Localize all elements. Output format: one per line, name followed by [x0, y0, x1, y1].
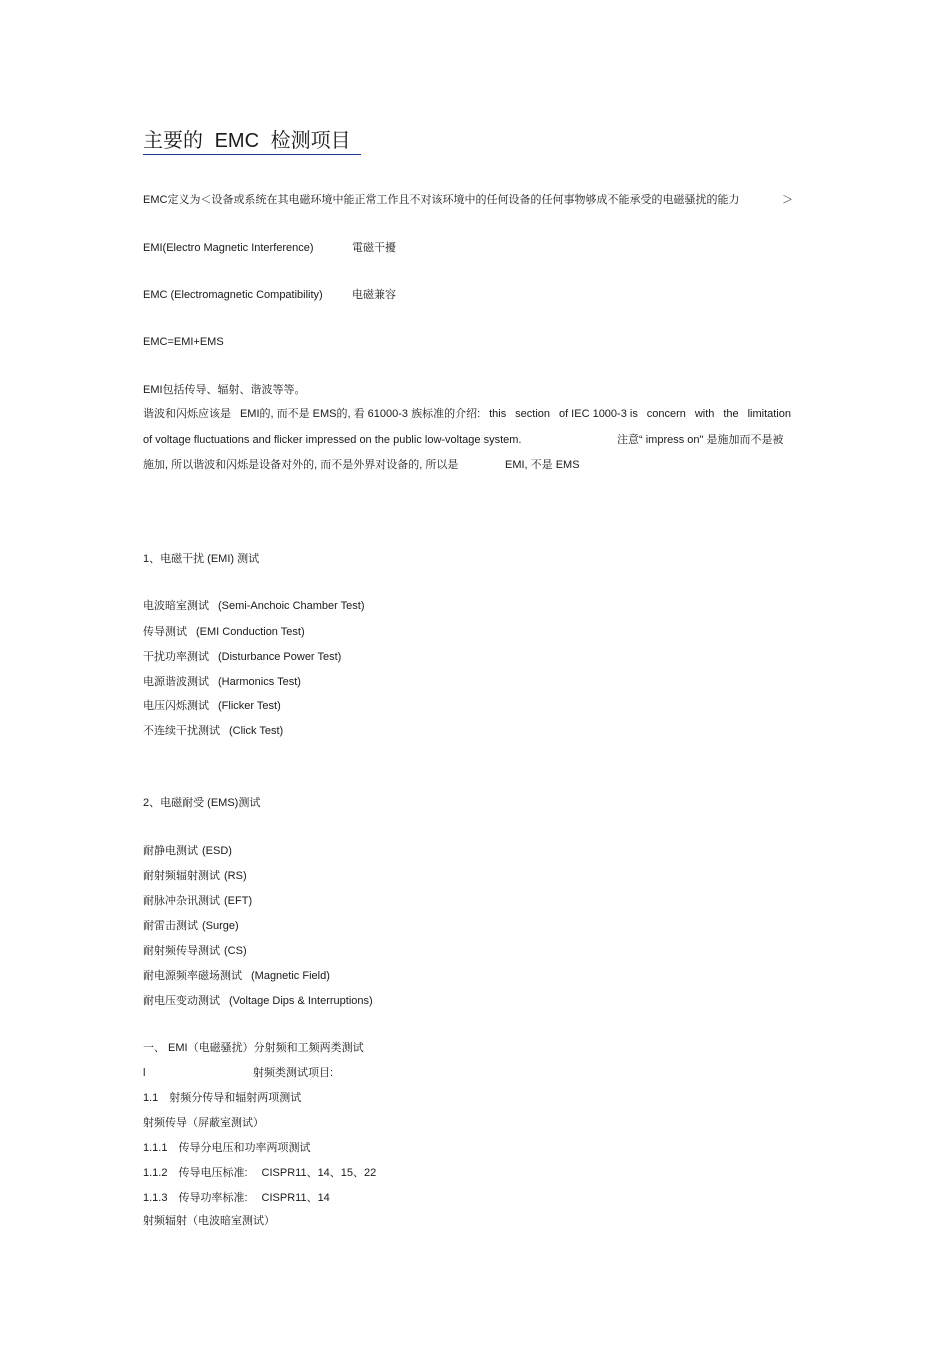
- s2-item-cn: 耐射频传导测试: [143, 945, 220, 957]
- item-text: 传导功率标准:: [178, 1192, 248, 1204]
- item-text: 传导电压标准:: [178, 1167, 248, 1179]
- s1-item-cn: 不连续干扰测试: [143, 725, 220, 737]
- para-line-3b: EMI, 不是 EMS: [505, 459, 580, 471]
- s1-item-en: (Click Test): [229, 725, 284, 737]
- s2-item-en: (Magnetic Field): [251, 970, 330, 982]
- s1-item-cn: 干扰功率测试: [143, 651, 209, 663]
- item-1-1-3: [143, 1191, 330, 1205]
- s2-item: [143, 894, 252, 908]
- s1-item-en: (EMI Conduction Test): [196, 626, 305, 638]
- para-1h: the: [723, 408, 739, 420]
- emc-def-en: EMC (Electromagnetic Compatibility): [143, 289, 323, 301]
- bullet-marker: l: [143, 1067, 146, 1079]
- s1-item: [143, 699, 281, 713]
- s2-item-cn: 耐脉冲杂讯测试: [143, 895, 220, 907]
- s1-item-cn: 传导测试: [143, 626, 187, 638]
- item-number: 1.1.1: [143, 1142, 168, 1154]
- para-1a: 谐波和闪烁应该是: [143, 408, 231, 420]
- para-1e: of IEC 1000-3 is: [558, 408, 638, 420]
- emc-def-cn: 电磁兼容: [352, 289, 396, 301]
- para-1c: this: [489, 408, 507, 420]
- para-1d: section: [515, 408, 551, 420]
- title-part-1: 主要的: [143, 130, 203, 152]
- emi-includes: EMI包括传导、辐射、谐波等等。: [143, 384, 306, 396]
- equation: EMC=EMI+EMS: [143, 336, 224, 348]
- s2-item: [143, 919, 239, 933]
- intro-end: ＞: [782, 194, 793, 206]
- rf-radiation: 射频辐射（电波暗室测试）: [143, 1215, 275, 1227]
- s2-item-en: (EFT): [224, 895, 253, 907]
- s1-item: [143, 650, 341, 664]
- page-title: [143, 128, 361, 155]
- para-1b: EMI的, 而不是 EMS的, 看 61000-3 族标准的介绍:: [239, 408, 481, 420]
- item-text: 射频分传导和辐射两项测试: [169, 1092, 302, 1104]
- item-number: 1.1.2: [143, 1167, 168, 1179]
- s1-item-cn: 电源谐波测试: [143, 676, 209, 688]
- para-1g: with: [694, 408, 715, 420]
- intro-text: EMC定义为＜设备或系统在其电磁环境中能正常工作且不对该环境中的任何设备的任何事物够成不能承受的电磁骚扰的能力: [143, 194, 740, 206]
- emi-def-cn: 電磁干擾: [352, 242, 396, 254]
- section3-heading: 一、 EMI（电磁骚扰）分射频和工频两类测试: [143, 1042, 364, 1054]
- s2-item: [143, 994, 373, 1008]
- rf-conduction: 射频传导（屏蔽室测试）: [143, 1117, 264, 1129]
- item-1-1-1: [143, 1141, 310, 1155]
- s1-item-cn: 电波暗室测试: [143, 600, 209, 612]
- item-text: 传导分电压和功率两项测试: [178, 1142, 311, 1154]
- s2-item-en: (RS): [224, 870, 247, 882]
- s2-item-en: (ESD): [202, 845, 232, 857]
- para-line-3a: 施加, 所以谐波和闪烁是设备对外的, 而不是外界对设备的, 所以是: [143, 459, 459, 471]
- s2-item-cn: 耐射频辐射测试: [143, 870, 220, 882]
- s1-item-en: (Harmonics Test): [218, 676, 301, 688]
- section2-heading: 2、电磁耐受 (EMS)测试: [143, 797, 261, 809]
- title-part-2: EMC: [214, 130, 260, 152]
- rf-items-label: 射频类测试项目:: [253, 1067, 334, 1079]
- para-line-2a: of voltage fluctuations and flicker impressed on the public low-voltage system.: [143, 434, 522, 446]
- s1-item-en: (Semi-Anchoic Chamber Test): [218, 600, 365, 612]
- s2-item-en: (Voltage Dips & Interruptions): [229, 995, 373, 1007]
- s1-item: [143, 599, 365, 613]
- s1-item: [143, 724, 283, 738]
- s2-item-cn: 耐雷击测试: [143, 920, 198, 932]
- s2-item-cn: 耐电源频率磁场测试: [143, 970, 242, 982]
- s2-item: [143, 869, 247, 883]
- s1-item: [143, 625, 305, 639]
- item-number: 1.1: [143, 1092, 159, 1104]
- s2-item-cn: 耐电压变动测试: [143, 995, 220, 1007]
- title-part-3: 检测项目: [270, 130, 351, 152]
- s1-item-en: (Disturbance Power Test): [218, 651, 342, 663]
- s1-item-en: (Flicker Test): [218, 700, 281, 712]
- emi-def-en: EMI(Electro Magnetic Interference): [143, 242, 314, 254]
- item-1-1: [143, 1091, 301, 1105]
- s2-item: [143, 969, 330, 983]
- s2-item-cn: 耐静电测试: [143, 845, 198, 857]
- s2-item-en: (CS): [224, 945, 247, 957]
- para-line-2b: 注意“ impress on" 是施加而不是被: [617, 434, 784, 446]
- para-1f: concern: [646, 408, 686, 420]
- item-standard: CISPR11、14、15、22: [261, 1167, 377, 1179]
- s2-item-en: (Surge): [202, 920, 239, 932]
- item-standard: CISPR11、14: [261, 1192, 330, 1204]
- section1-heading: 1、电磁干扰 (EMI) 测试: [143, 553, 260, 565]
- item-number: 1.1.3: [143, 1192, 168, 1204]
- item-1-1-2: [143, 1166, 376, 1180]
- para-line-1: [143, 407, 791, 421]
- s2-item: [143, 944, 247, 958]
- s1-item: [143, 675, 301, 689]
- para-1i: limitation: [747, 408, 791, 420]
- s2-item: [143, 844, 232, 858]
- s1-item-cn: 电压闪烁测试: [143, 700, 209, 712]
